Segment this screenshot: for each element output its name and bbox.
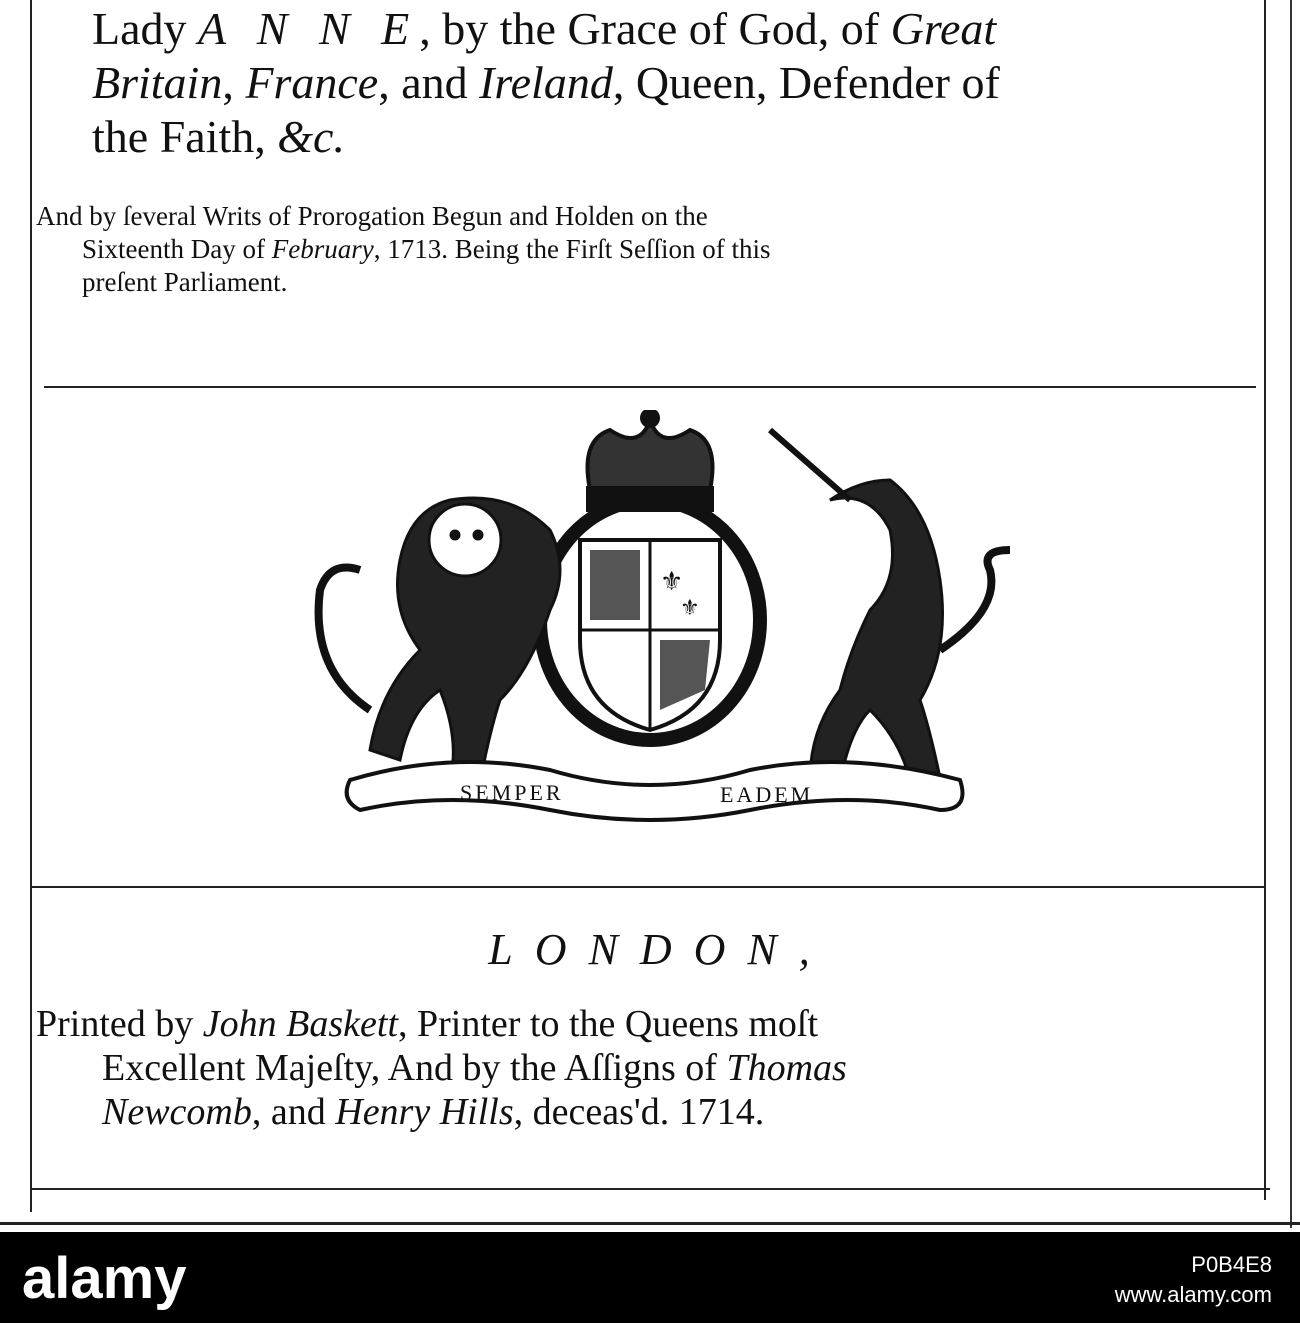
divider-rule-upper — [44, 386, 1256, 388]
prorogation-paragraph — [36, 200, 1256, 299]
frame-right-rule — [1264, 0, 1266, 1200]
imprint-line-3: Newcomb, and Henry Hills, deceas'd. 1714. — [102, 1091, 765, 1133]
bottom-rule — [30, 1188, 1270, 1190]
imprint-line-1: Printed by John Baskett, Printer to the Queens moſt — [36, 1003, 819, 1045]
title-line-1: Lady A N N E, by the Grace of God, of Great — [92, 3, 997, 54]
title-line-2: Britain, France, and Ireland, Queen, Defender of — [92, 57, 1000, 108]
motto-scroll — [347, 762, 963, 820]
motto-left-text: SEMPER — [460, 780, 564, 805]
divider-rule-lower — [30, 886, 1266, 888]
writ-line-2: Sixteenth Day of February, 1713. Being the Firſt Seſſion of this — [82, 234, 771, 264]
stock-watermark — [0, 1232, 1300, 1323]
frame-outer-right-rule — [1290, 0, 1292, 1228]
unicorn-supporter-icon — [770, 430, 1010, 782]
imprint-city: LONDON, — [488, 925, 832, 974]
queen-name: A N N E — [198, 3, 420, 54]
svg-text:⚜: ⚜ — [680, 596, 700, 621]
page-edge-rule — [0, 1222, 1300, 1225]
writ-line-1: And by ſeveral Writs of Prorogation Begun and Holden on the — [36, 201, 708, 231]
writ-line-3: preſent Parliament. — [82, 267, 288, 297]
site-url-text: www.alamy.com — [1114, 1282, 1272, 1307]
frame-left-rule — [30, 0, 32, 1212]
svg-text:⚜: ⚜ — [660, 567, 684, 597]
royal-coat-of-arms — [250, 410, 1050, 850]
motto-right-text: EADEM — [720, 782, 814, 807]
image-id-text: P0B4E8 — [1191, 1252, 1272, 1277]
shield-icon — [540, 500, 760, 740]
imprint-line-2: Excellent Majeſty, And by the Aſſigns of Thomas — [102, 1047, 847, 1089]
title-line-3: the Faith, &c. — [92, 111, 345, 162]
brand-logo-text: alamy — [22, 1246, 187, 1311]
printer-imprint — [36, 1002, 1256, 1134]
lion-supporter-icon — [319, 498, 560, 782]
